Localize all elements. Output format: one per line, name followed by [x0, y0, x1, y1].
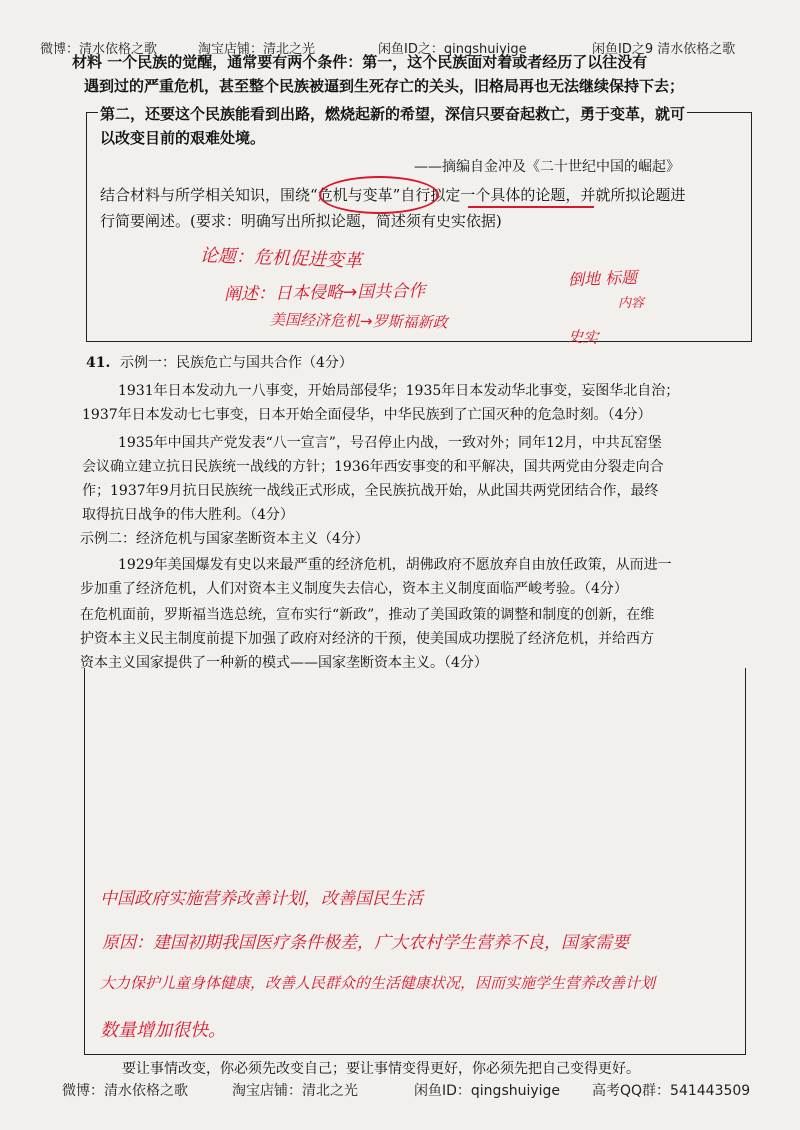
example-1-p1-l1: 1931年日本发动九一八事变，开始局部侵华；1935年日本发动华北事变，妄图华北自治； [118, 383, 680, 399]
example-2-p2-l1: 在危机面前，罗斯福当选总统，宣布实行“新政”，推动了美国政策的调整和制度的创新，在维 [80, 607, 655, 623]
handwriting-note-3: 史实 [567, 326, 599, 348]
handwriting-thesis: 论题：危机促进变革 [199, 245, 363, 272]
material-line-4: 以改变目前的艰难处境。 [100, 129, 266, 147]
handwriting-answer-2: 原因：建国初期我国医疗条件极差，广大农村学生营养不良，国家需要 [102, 933, 629, 953]
handwriting-elaboration-1: 阐述：日本侵略→国共合作 [223, 281, 426, 305]
watermark-xianyu: 闲鱼ID之：qingshuiyige [378, 42, 527, 57]
example-1-p2-l1: 1935年中国共产党发表“八一宣言”，号召停止内战，一致对外；同年12月，中共瓦窑堡 [118, 435, 662, 451]
handwriting-answer-4: 数量增加很快。 [100, 1020, 226, 1041]
material-line-3: 第二，还要这个民族能看到出路，燃烧起新的希望，深信只要奋起救亡，勇于变革，就可 [98, 102, 687, 126]
handwriting-elaboration-2: 美国经济危机→罗斯福新政 [269, 310, 448, 332]
example-2-title: 示例二：经济危机与国家垄断资本主义（4分） [80, 531, 369, 547]
example-1-p2-l4: 取得抗日战争的伟大胜利。（4分） [82, 507, 294, 523]
footer-weibo: 微博：清水依格之歌 [62, 1083, 188, 1099]
example-1-p1-l2: 1937年日本发动七七事变，日本开始全面侵华，中华民族到了亡国灭种的危急时刻。（4分） [82, 407, 652, 423]
material-line-2: 遇到过的严重危机，甚至整个民族被逼到生死存亡的关头，旧格局再也无法继续保持下去； [84, 77, 685, 95]
example-2-p2-l2: 护资本主义民主制度前提下加强了政府对经济的干预，使美国成功摆脱了经济危机，并给西方 [80, 631, 654, 647]
example-1-p2-l3: 作；1937年9月抗日民族统一战线正式形成，全民族抗战开始，从此国共两党团结合作，最终 [82, 483, 659, 499]
footer-xianyu: 闲鱼ID：qingshuiyige [414, 1083, 561, 1099]
footer-qq: 高考QQ群：541443509 [592, 1083, 751, 1099]
handwriting-note-2: 内容 [618, 296, 645, 311]
example-2-p2-l3: 资本主义国家提供了一种新的模式——国家垄断资本主义。（4分） [80, 655, 488, 671]
question-line-2: 行简要阐述。(要求：明确写出所拟论题，简述须有史实依据) [100, 212, 502, 230]
watermark-right: 闲鱼ID之9 清水依格之歌 [592, 42, 736, 57]
example-1-p2-l2: 会议确立建立抗日民族统一战线的方针；1936年西安事变的和平解决，国共两党由分裂走向合 [82, 459, 664, 475]
example-2-p1-l1: 1929年美国爆发有史以来最严重的经济危机，胡佛政府不愿放弃自由放任政策，从而进一 [118, 557, 672, 573]
handwriting-answer-3: 大力保护儿童身体健康，改善人民群众的生活健康状况，因而实施学生营养改善计划 [100, 974, 656, 992]
example-1-title: 示例一：民族危亡与国共合作（4分） [120, 355, 353, 371]
material-source: ——摘编自金冲及《二十世纪中国的崛起》 [414, 159, 680, 175]
circle-annotation [319, 176, 439, 214]
answer-box [84, 668, 746, 1055]
handwriting-answer-1: 中国政府实施营养改善计划，改善国民生活 [100, 889, 423, 909]
material-line-1: 材料 一个民族的觉醒，通常要有两个条件：第一，这个民族面对着或者经历了以往没有 [72, 53, 648, 71]
footer-shop: 淘宝店铺：清北之光 [232, 1083, 358, 1099]
example-2-p1-l2: 步加重了经济危机，人们对资本主义制度失去信心，资本主义制度面临严峻考验。（4分） [80, 581, 628, 597]
question-line-1: 结合材料与所学相关知识，围绕“危机与变革”自行拟定一个具体的论题，并就所拟论题进 [100, 186, 686, 204]
answer-number: 41. [86, 355, 111, 371]
watermark-shop: 淘宝店铺：清北之光 [198, 42, 316, 57]
underline-annotation [468, 206, 594, 208]
handwriting-note-1: 倒地 标题 [567, 267, 638, 290]
footer-motto: 要让事情改变，你必须先改变自己；要让事情变得更好，你必须先把自己变得更好。 [122, 1061, 640, 1077]
watermark-weibo: 微博：清水依格之歌 [40, 42, 158, 57]
